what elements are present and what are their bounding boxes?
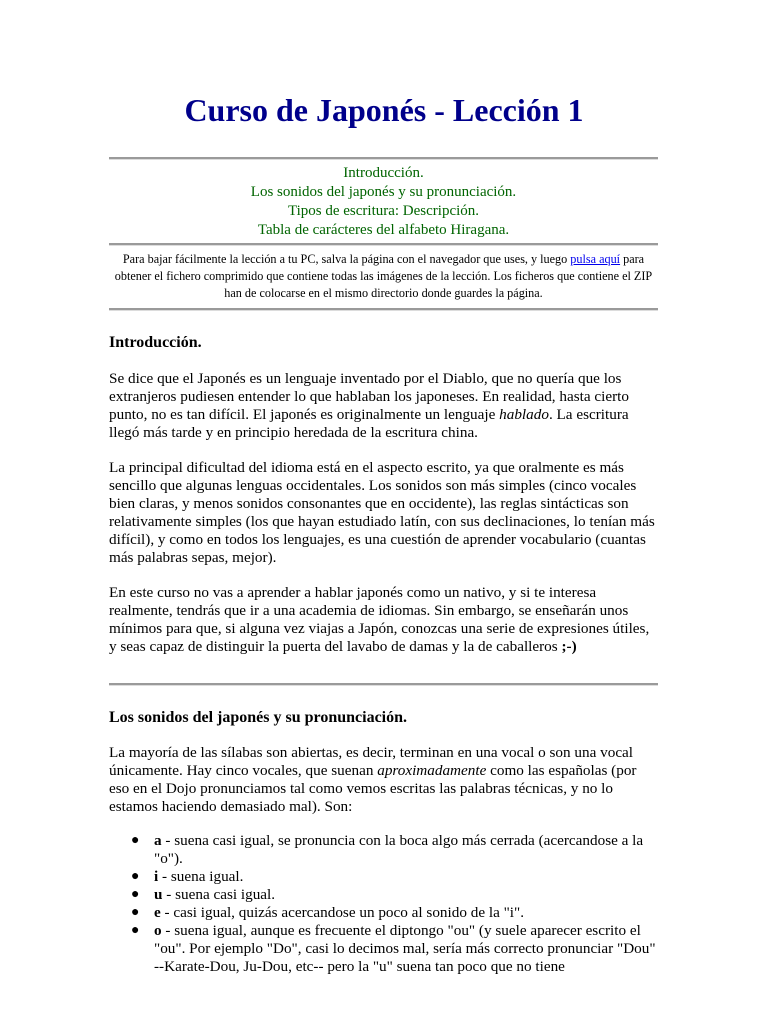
list-item: ● e - casi igual, quizás acercandose un poco al sonido de la "i".: [131, 904, 525, 921]
vowel-list: [109, 832, 658, 976]
smiley: ;-): [561, 638, 577, 655]
table-of-contents: [109, 164, 658, 240]
bullet-icon: ●: [131, 833, 140, 848]
bullet-icon: ●: [131, 887, 140, 902]
divider: [109, 683, 658, 686]
emphasis-hablado: hablado: [499, 406, 549, 423]
download-note-text: Para bajar fácilmente la lección a tu PC, salva la página con el navegador que uses, y luego: [122, 252, 571, 266]
intro-paragraph-2: La principal dificultad del idioma está en el aspecto escrito, ya que oralmente es más sencillo que algunas lenguas occidentales. Los sonidos son más simples (cinco vocales bien claras, y menos sonidos consonantes que en occidente), las reglas sintácticas son relativamente simples (los que hayan estudiado latín, con sus declinaciones, lo tenían más difícil), y como en todos los lenguajes, es una cuestión de aprender vocabulario (cuantas más palabras sepas, mejor).: [109, 459, 655, 566]
intro-paragraph-1: Se dice que el Japonés es un lenguaje inventado por el Diablo, que no quería que los extranjeros pudiesen entender lo que hablaban los japoneses. En realidad, hasta cierto punto, no es tan difícil. El japonés es originalmente un lenguaje hablado. La escritura llegó más tarde y en principio heredada de la escritura china.: [109, 370, 629, 441]
toc-item-tipos-escritura[interactable]: Tipos de escritura: Descripción.: [287, 203, 480, 219]
page-title: Curso de Japonés - Lección 1: [184, 92, 584, 128]
list-item: ● a - suena casi igual, se pronuncia con la boca algo más cerrada (acercandose a la "o").: [131, 832, 644, 867]
list-item: ● u - suena casi igual.: [131, 886, 276, 903]
download-link[interactable]: pulsa aquí: [570, 252, 621, 266]
list-item: ● o - suena igual, aunque es frecuente el diptongo "ou" (y suele aparecer escrito el "ou". Por ejemplo "Do", casi lo decimos mal, sería más correcto pronunciar "Dou" --Karate-Dou, Ju-Dou, etc-- pero la "u" suena tan poco que no tiene: [131, 922, 656, 975]
intro-paragraph-3: En este curso no vas a aprender a hablar japonés como un nativo, y si te interesa realmente, tendrás que ir a una academia de idiomas. Sin embargo, se enseñarán unos mínimos para que, si alguna vez viajas a Japón, conozcas una serie de expresiones útiles, y seas capaz de distinguir la puerta del lavabo de damas y la de caballeros ;-): [109, 584, 650, 655]
toc-item-introduccion[interactable]: Introducción.: [343, 165, 424, 181]
section-heading-sonidos: Los sonidos del japonés y su pronunciación.: [109, 709, 408, 726]
divider: [109, 157, 658, 160]
divider: [109, 308, 658, 311]
toc-item-sonidos[interactable]: Los sonidos del japonés y su pronunciación.: [250, 184, 517, 200]
download-note-text-cont: para obtener el fichero comprimido que contiene todas las imágenes de la lección. Los ficheros que contiene el ZIP han de colocarse en el mismo directorio donde guardes la página.: [114, 252, 653, 300]
sounds-paragraph-1: La mayoría de las sílabas son abiertas, es decir, terminan en una vocal o son una vocal únicamente. Hay cinco vocales, que suenan aproximadamente como las españolas (por eso en el Dojo pronunciamos tal como vemos escritas las palabras técnicas, y no lo estamos haciendo demasiado mal). Son:: [109, 744, 637, 815]
divider: [109, 243, 658, 246]
list-item: ● i - suena igual.: [131, 868, 244, 885]
toc-item-hiragana[interactable]: Tabla de carácteres del alfabeto Hiragana.: [257, 222, 510, 238]
emphasis-aproximadamente: aproximadamente: [377, 762, 487, 779]
bullet-icon: ●: [131, 905, 140, 920]
download-note: [109, 251, 658, 302]
section-heading-introduccion: Introducción.: [109, 334, 202, 351]
bullet-icon: ●: [131, 923, 140, 938]
bullet-icon: ●: [131, 869, 140, 884]
